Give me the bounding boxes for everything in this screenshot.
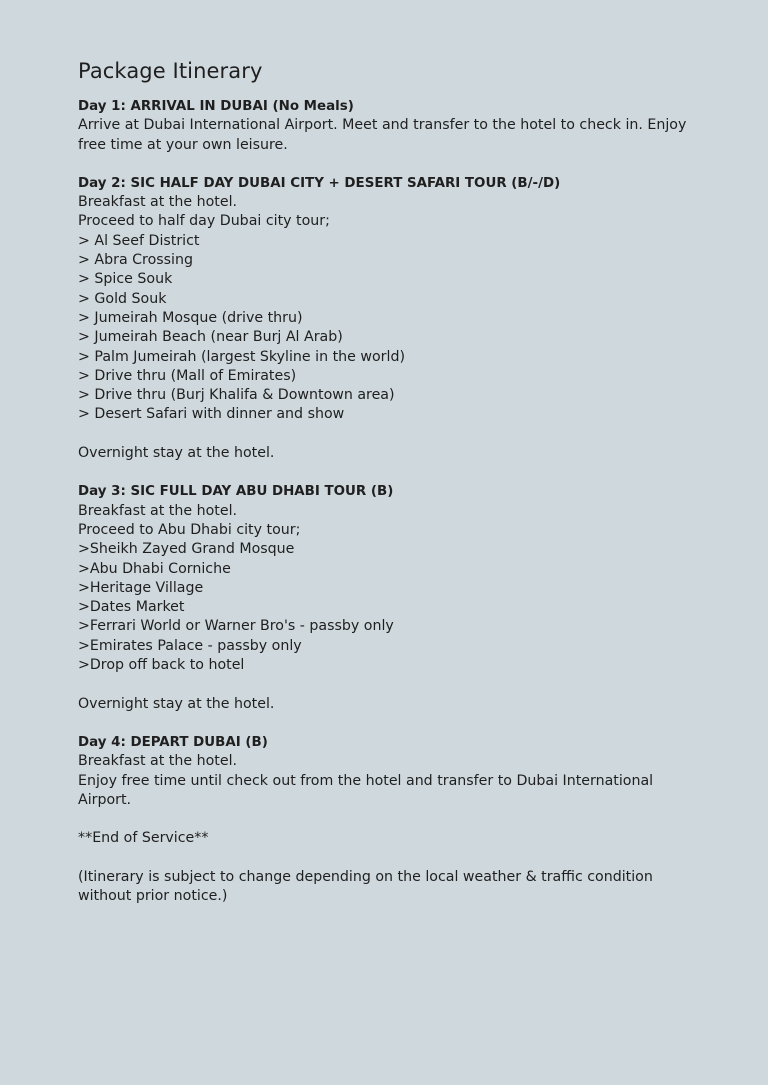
day-3-heading: Day 3: SIC FULL DAY ABU DHABI TOUR (B) — [78, 484, 394, 500]
disclaimer: (Itinerary is subject to change depending on the local weather & traffic condition without prior notice.) — [78, 868, 653, 905]
day-4-section — [78, 733, 708, 810]
day-2-section — [78, 174, 708, 463]
day-3-line: Breakfast at the hotel. — [78, 502, 238, 519]
day-2-line: Proceed to half day Dubai city tour; — [78, 213, 330, 230]
day-4-heading: Day 4: DEPART DUBAI (B) — [78, 734, 268, 750]
day-1-heading: Day 1: ARRIVAL IN DUBAI (No Meals) — [78, 99, 354, 114]
day-2-stop: > Drive thru (Mall of Emirates) — [78, 367, 297, 384]
day-3-section — [78, 482, 708, 714]
day-4-line: Enjoy free time until check out from the hotel and transfer to Dubai International Airport. — [78, 772, 654, 808]
day-3-stop: >Ferrari World or Warner Bro's - passby only — [78, 618, 394, 635]
spacer — [78, 425, 708, 444]
day-3-stop: >Emirates Palace - passby only — [78, 637, 302, 654]
day-2-stop: > Drive thru (Burj Khalifa & Downtown area) — [78, 387, 395, 404]
day-1-section — [78, 97, 708, 155]
day-3-line: Proceed to Abu Dhabi city tour; — [78, 521, 301, 538]
day-3-stop: >Drop off back to hotel — [78, 657, 245, 674]
day-2-overnight: Overnight stay at the hotel. — [78, 445, 275, 462]
day-3-stop: >Sheikh Zayed Grand Mosque — [78, 541, 295, 558]
day-2-stop: > Spice Souk — [78, 271, 173, 288]
day-3-overnight: Overnight stay at the hotel. — [78, 695, 275, 712]
day-2-stop: > Gold Souk — [78, 290, 167, 307]
end-of-service: **End of Service** — [78, 830, 209, 847]
spacer — [78, 675, 708, 694]
day-2-line: Breakfast at the hotel. — [78, 194, 238, 211]
day-1-description: Arrive at Dubai International Airport. Meet and transfer to the hotel to check in. Enjoy free time at your own leisure. — [78, 117, 687, 153]
day-2-stop: > Abra Crossing — [78, 252, 193, 269]
day-2-stop: > Al Seef District — [78, 232, 200, 249]
day-4-line: Breakfast at the hotel. — [78, 753, 238, 770]
day-2-stop: > Jumeirah Mosque (drive thru) — [78, 309, 303, 326]
day-3-stop: >Dates Market — [78, 599, 185, 616]
day-2-stop: > Palm Jumeirah (largest Skyline in the world) — [78, 348, 405, 365]
day-2-stop: > Jumeirah Beach (near Burj Al Arab) — [78, 329, 343, 346]
day-3-stop: >Heritage Village — [78, 579, 204, 596]
page-title: Package Itinerary — [78, 59, 263, 83]
day-3-stop: >Abu Dhabi Corniche — [78, 560, 231, 577]
day-2-stop: > Desert Safari with dinner and show — [78, 406, 345, 423]
day-2-heading: Day 2: SIC HALF DAY DUBAI CITY + DESERT SAFARI TOUR (B/-/D) — [78, 175, 561, 191]
